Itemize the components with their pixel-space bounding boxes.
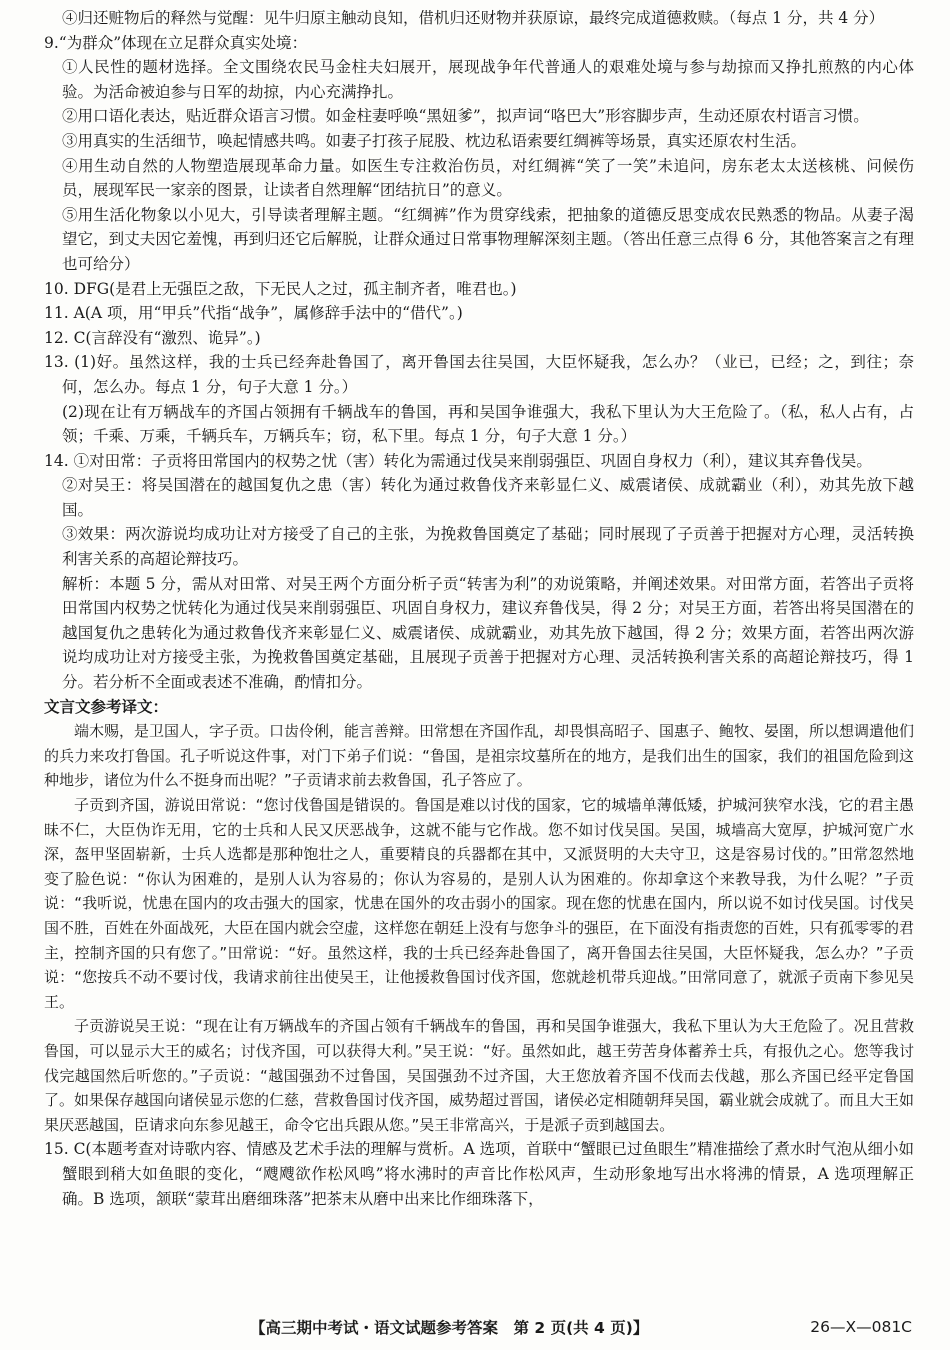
- q12-answer: 12. C(言辞没有“激烈、诡异”。): [44, 328, 261, 347]
- q9-stem: 9.“为群众”体现在立足群众真实处境：: [44, 33, 308, 52]
- q9-point-5: ⑤用生活化物象以小见大，引导读者理解主题。“红绸裤”作为贯穿线索，把抽象的道德反思变成农民熟悉的物品。从妻子渴望它，到丈夫因它羞愧，再到归还它后解脱，让群众通过日常事物理解深刻主题。（答出任意三点得 6 分，其他答案言之有理也可给分）: [62, 205, 914, 273]
- q14-analysis: 解析：本题 5 分，需从对田常、对吴王两个方面分析子贡“转害为利”的劝说策略，并阐述效果。对田常方面，若答出子贡将田常国内权势之忧转化为通过伐吴来削弱强臣、巩固自身权力，建议弃鲁伐吴，得 2 分；对吴王方面，若答出将吴国潜在的越国复仇之患转化为通过救鲁伐齐来彰显仁义、威震诸侯、成就霸业，劝其先放下越国，得 2 分；效果方面，若答出两次游说均成功让对方接受主张，为挽救鲁国奠定基础，且展现子贡善于把握对方心理、灵活转换利害关系的高超论辩技巧，得 1 分。若分析不全面或表述不准确，酌情扣分。: [62, 574, 914, 692]
- q9-point-4: ④用生动自然的人物塑造展现革命力量。如医生专注救治伤员，对红绸裤“笑了一笑”未追问，房东老太太送核桃、问候伤员，展现军民一家亲的图景，让读者自然理解“团结抗日”的意义。: [62, 156, 914, 200]
- q9-point-1: ①人民性的题材选择。全文围绕农民马金柱夫妇展开，展现战争年代普通人的艰难处境与参与劫掠而又挣扎煎熬的内心体验。为活命被迫参与日军的劫掠，内心充满挣扎。: [62, 58, 914, 101]
- q13-part2: (2)现在让有万辆战车的齐国占领拥有千辆战车的鲁国，再和吴国争谁强大，我私下里认为大王危险了。（私，私人占有，占领；千乘、万乘，千辆兵车，万辆兵车；窃，私下里。每点 1 分，句子大意 1 分。）: [62, 402, 914, 446]
- q13-part1: 13. (1)好。虽然这样，我的士兵已经奔赴鲁国了，离开鲁国去往吴国，大臣怀疑我，怎么办？（业已，已经；之，到往；奈何，怎么办。每点 1 分，句子大意 1 分。）: [44, 353, 914, 396]
- q8-item4: ④归还赃物后的释然与觉醒：见牛归原主触动良知，借机归还财物并获原谅，最终完成道德救赎。（每点 1 分，共 4 分）: [62, 9, 885, 27]
- translation-paragraph-3: 子贡游说吴王说：“现在让有万辆战车的齐国占领有千辆战车的鲁国，再和吴国争谁强大，我私下里认为大王危险了。况且营救鲁国，可以显示大王的威名；讨伐齐国，可以获得大利。”吴王说：“好。虽然如此，越王劳苦身体蓄养士兵，有报仇之心。您等我讨伐完越国然后听您的。”子贡说：“越国强劲不过鲁国，吴国强劲不过齐国，大王您放着齐国不伐而去伐越，那么齐国已经平定鲁国了。如果保存越国向诸侯显示您的仁慈，营救鲁国讨伐齐国，威势超过晋国，诸侯必定相随朝拜吴国，霸业就会成就了。而且大王如果厌恶越国，臣请求向东参见越王，命令它出兵跟从您。”吴王非常高兴，于是派子贡到越国去。: [44, 1017, 915, 1134]
- translation-body: [44, 719, 914, 1137]
- q9-point-2: ②用口语化表达，贴近群众语言习惯。如金柱妻呼唤“黑妞爹”，拟声词“咯巴大”形容脚步声，生动还原农村语言习惯。: [62, 107, 869, 126]
- q9-point-3: ③用真实的生活细节，唤起情感共鸣。如妻子打孩子屁股、枕边私语索要红绸裤等场景，真实还原农村生活。: [62, 131, 807, 150]
- q10-answer: 10. DFG(是君上无强臣之敌，下无民人之过，孤主制齐者，唯君也。): [44, 279, 517, 298]
- translation-paragraph-1: 端木赐，是卫国人，字子贡。口齿伶俐，能言善辩。田常想在齐国作乱，却畏惧高昭子、国惠子、鲍牧、晏圉，所以想调遣他们的兵力来攻打鲁国。孔子听说这件事，对门下弟子们说：“鲁国，是祖宗坟墓所在的地方，是我们出生的国家，我们的祖国危险到这种地步，诸位为什么不挺身而出呢？”子贡请求前去救鲁国，孔子答应了。: [44, 722, 915, 790]
- page-footer: [0, 1312, 950, 1342]
- footer-code: 26—X—081C: [810, 1318, 912, 1336]
- q14-point-3: ③效果：两次游说均成功让对方接受了自己的主张，为挽救鲁国奠定了基础；同时展现了子贡善于把握对方心理，灵活转换利害关系的高超论辩技巧。: [62, 525, 914, 569]
- footer-title: 【高三期中考试・语文试题参考答案 第 2 页(共 4 页)】: [250, 1319, 649, 1337]
- q11-answer: 11. A(A 项，用“甲兵”代指“战争”，属修辞手法中的“借代”。): [44, 304, 463, 323]
- translation-title: 文言文参考译文：: [44, 697, 169, 716]
- q15-answer: 15. C(本题考查对诗歌内容、情感及艺术手法的理解与赏析。A 选项，首联中“蟹眼已过鱼眼生”精准描绘了煮水时气泡从细小如蟹眼到稍大如鱼眼的变化，“飕飕欲作松风鸣”将水沸时的声音比作松风声，生动形象地写出水将沸的情景，A 选项理解正确。B 选项，颔联“蒙茸出磨细珠落”把茶末从磨中出来比作细珠落下，: [44, 1140, 914, 1208]
- translation-paragraph-2: 子贡到齐国，游说田常说：“您讨伐鲁国是错误的。鲁国是难以讨伐的国家，它的城墙单薄低矮，护城河狭窄水浅，它的君主愚昧不仁，大臣伪诈无用，它的士兵和人民又厌恶战争，这就不能与它作战。您不如讨伐吴国。吴国，城墙高大宽厚，护城河宽广水深，盔甲坚固崭新，士兵人选都是那种饱壮之人，重要精良的兵器都在其中，又派贤明的大夫守卫，这是容易讨伐的。”田常忽然地变了脸色说：“你认为困难的，是别人认为容易的；你认为容易的，是别人认为困难的。你却拿这个来教导我，为什么呢？”子贡说：“我听说，忧患在国内的攻击强大的国家，忧患在国外的攻击弱小的国家。现在您的忧患在国内，所以说不如讨伐吴国。讨伐吴国不胜，百姓在外面战死，大臣在国内就会空虚，这样您在朝廷上没有与您争斗的强臣，在下面没有指责您的百姓，只有孤零零的君主，控制齐国的只有您了。”田常说：“好。虽然这样，我的士兵已经奔赴鲁国了，离开鲁国去往吴国，大臣怀疑我，怎么办？”子贡说：“您按兵不动不要讨伐，我请求前往出使吴王，让他援救鲁国讨伐齐国，您就趁机带兵迎战。”田常同意了，就派子贡南下参见吴王。: [44, 796, 915, 1011]
- q14-point-1: 14. ①对田常：子贡将田常国内的权势之忧（害）转化为需通过伐吴来削弱强臣、巩固自身权力（利），建议其弃鲁伐吴。: [44, 451, 872, 470]
- q14-point-2: ②对吴王：将吴国潜在的越国复仇之患（害）转化为通过救鲁伐齐来彰显仁义、威震诸侯、成就霸业（利），劝其先放下越国。: [62, 476, 914, 519]
